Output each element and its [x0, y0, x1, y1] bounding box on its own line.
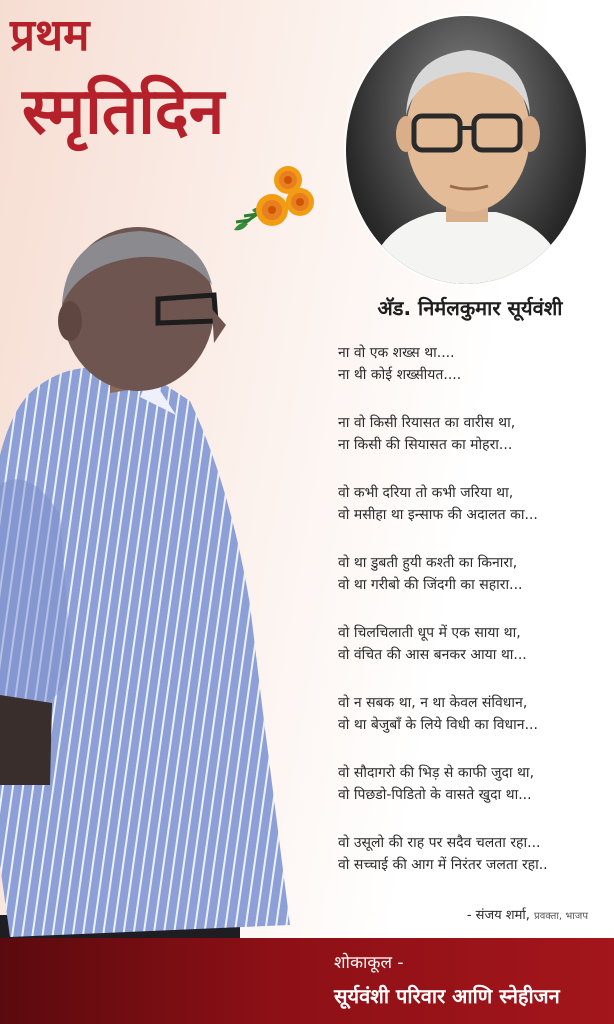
footer-label: शोकाकूल - — [334, 953, 404, 973]
poem-line: वो चिलचिलाती धूप में एक साया था, — [338, 625, 521, 641]
portrait-figure-icon — [346, 16, 586, 284]
poem-line: वो मसीहा था इन्साफ की अदालत का... — [338, 507, 538, 523]
poem-author: - संजय शर्मा, — [466, 908, 530, 923]
poem-line: वो था गरीबो की जिंदगी का सहारा... — [338, 577, 523, 593]
poem-line: वो सौदागरो की भिड़ से काफी जुदा था, — [338, 765, 535, 781]
poem-stanza — [338, 342, 608, 386]
person-name: अ‍ॅड. निर्मलकुमार सूर्यवंशी — [377, 296, 563, 320]
poem-line: ना किसी की सियासत का मोहरा... — [338, 437, 513, 453]
poem-line: वो पिछडो-पिडितो के वासते खुदा था... — [338, 787, 532, 803]
poem-author-role: प्रवक्ता, भाजप — [534, 911, 588, 922]
poem-line: ना थी कोई शख्सीयत.... — [338, 367, 462, 383]
poem-stanza — [338, 692, 608, 736]
footer-band — [0, 938, 614, 1024]
footer-family: सूर्यवंशी परिवार आणि स्नेहीजन — [334, 984, 560, 1008]
portrait-photo — [346, 16, 586, 284]
poem-credit — [467, 905, 588, 923]
poem — [338, 342, 608, 902]
title-line-1: प्रथम — [10, 10, 90, 61]
poem-line: ना वो किसी रियासत का वारीस था, — [338, 415, 516, 431]
poem-line: वो उसूलो की राह पर सदैव चलता रहा... — [338, 835, 541, 851]
poem-line: वो सच्चाई की आग में निरंतर जलता रहा.. — [338, 857, 548, 873]
poem-stanza — [338, 412, 608, 456]
standing-man-figure — [0, 225, 320, 1024]
poem-stanza — [338, 552, 608, 596]
title-line-2: स्मृतिदिन — [22, 74, 225, 149]
poem-line: वो कभी दरिया तो कभी जरिया था, — [338, 485, 514, 501]
poem-stanza — [338, 832, 608, 876]
poem-line: ना वो एक शख्स था.... — [338, 345, 455, 361]
poem-line: वो वंचित की आस बनकर आया था... — [338, 647, 527, 663]
poem-line: वो था बेजुबाँ के लिये विधी का विधान... — [338, 717, 538, 733]
poem-line: वो था डुबती हुयी कश्ती का किनारा, — [338, 555, 518, 571]
poem-stanza — [338, 482, 608, 526]
poem-stanza — [338, 762, 608, 806]
poem-line: वो न सबक था, न था केवल संविधान, — [338, 695, 528, 711]
poem-stanza — [338, 622, 608, 666]
